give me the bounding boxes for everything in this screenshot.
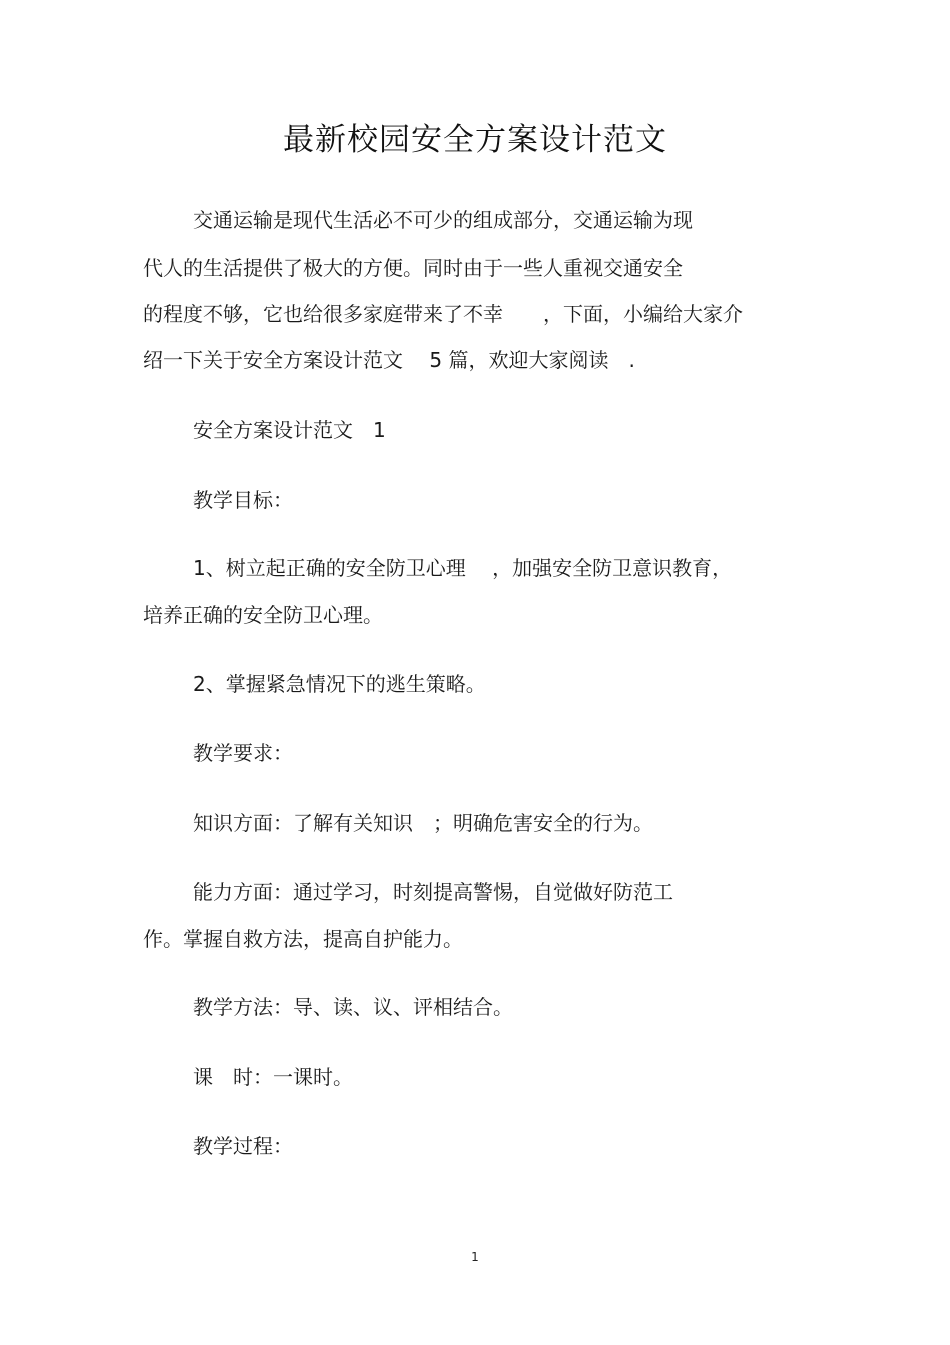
knowledge-line: 知识方面：了解有关知识 ；明确危害安全的行为。 — [193, 811, 653, 835]
process-heading: 教学过程： — [193, 1134, 293, 1158]
page-number: 1 — [471, 1250, 479, 1264]
requirements-heading: 教学要求： — [193, 741, 293, 765]
intro-line-2: 代人的生活提供了极大的方便。同时由于一些人重视交通安全 — [143, 256, 683, 280]
document-title: 最新校园安全方案设计范文 — [283, 122, 667, 158]
class-hours-line: 课 时：一课时。 — [193, 1065, 353, 1089]
intro-line-1: 交通运输是现代生活必不可少的组成部分，交通运输为现 — [193, 208, 693, 232]
section-heading: 安全方案设计范文 1 — [193, 418, 386, 442]
intro-line-4: 绍一下关于安全方案设计范文 5 篇，欢迎大家阅读 . — [143, 348, 635, 372]
intro-line-3: 的程度不够，它也给很多家庭带来了不幸 ，下面，小编给大家介 — [143, 302, 743, 326]
ability-line-2: 作。掌握自救方法，提高自护能力。 — [143, 927, 463, 951]
ability-line-1: 能力方面：通过学习，时刻提高警惕，自觉做好防范工 — [193, 880, 673, 904]
goal-1-line-1: 1、树立起正确的安全防卫心理 ，加强安全防卫意识教育， — [193, 556, 733, 580]
methods-line: 教学方法：导、读、议、评相结合。 — [193, 995, 513, 1019]
goal-2: 2、掌握紧急情况下的逃生策略。 — [193, 672, 486, 696]
goals-heading: 教学目标： — [193, 488, 293, 512]
goal-1-line-2: 培养正确的安全防卫心理。 — [143, 603, 383, 627]
